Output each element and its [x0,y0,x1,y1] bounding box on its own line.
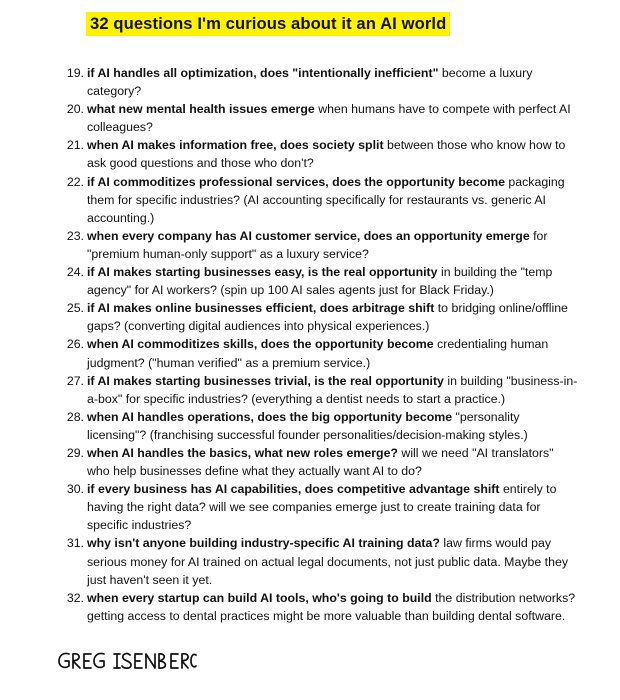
question-text [87,444,579,480]
question-rest-text: in building the "temp agency" for AI workers? (spin up 100 AI sales agents just for Black Friday.) [87,265,553,298]
handwritten-signature [57,649,197,673]
question-bold-text: if AI makes starting businesses easy, is the real opportunity [87,265,438,280]
question-item [59,372,579,408]
question-list [59,64,579,625]
question-item [59,589,579,625]
question-item [59,173,579,227]
question-number: 23. [66,228,84,243]
question-item [59,299,579,335]
question-number: 26. [66,337,84,352]
question-bold-text: if AI handles all optimization, does "intentionally inefficient" [87,66,439,80]
question-item [59,480,579,534]
question-rest-text: will we need "AI translators" who help businesses define what they actually want AI to do? [87,445,554,479]
question-rest-text: for "premium human-only support" as a luxury service? [87,228,548,261]
question-text [87,136,579,172]
question-bold-text: if AI makes online businesses efficient, does arbitrage shift [87,301,435,316]
question-text [87,299,579,335]
question-bold-text: when every company has AI customer service, does an opportunity emerge [87,228,530,243]
question-rest-text: in building "business-in-a-box" for specific industries? (everything a dentist needs to start a practice.) [87,373,578,406]
question-rest-text: between those who know how to ask good questions and those who don't? [87,138,566,171]
question-number: 31. [66,536,84,551]
question-item [59,136,579,172]
question-text [87,534,579,588]
title-block [86,12,450,36]
question-rest-text: "personality licensing"? (franchising successful founder personalities/decision-making styles.) [87,409,528,442]
question-rest-text: packaging them for specific industries? (AI accounting specifically for restaurants vs. generic AI accounting.) [87,174,565,225]
question-text [87,335,579,371]
question-bold-text: when AI handles operations, does the big opportunity become [87,409,453,424]
question-bold-text: when every startup can build AI tools, who's going to build [87,590,432,605]
question-item [59,227,579,263]
question-bold-text: if AI commoditizes professional services, does the opportunity become [87,174,505,189]
question-text [87,64,579,100]
question-rest-text: entirely to having the right data? will we see companies emerge just to create training data for specific industries? [87,482,557,533]
question-rest-text: the distribution networks? getting access to dental practices might be more valuable than building dental software. [87,590,576,623]
question-item [59,444,579,480]
question-text [87,263,579,299]
question-number: 22. [66,174,84,189]
question-rest-text: to bridging online/offline gaps? (converting digital audiences into physical experiences.) [87,301,568,334]
question-item [59,335,579,371]
question-number: 24. [66,265,84,280]
question-rest-text: when humans have to compete with perfect AI colleagues? [87,102,571,135]
question-number: 21. [66,138,84,153]
question-bold-text: when AI handles the basics, what new roles emerge? [87,445,398,460]
question-text [87,372,579,408]
question-rest-text: law firms would pay serious money for AI trained on actual legal documents, not just public data. Maybe they just haven't seen it yet. [87,536,568,587]
question-number: 32. [66,590,84,605]
question-item [59,408,579,444]
question-number: 28. [66,409,84,424]
question-item [59,263,579,299]
question-number: 27. [66,373,84,388]
question-number: 30. [66,482,84,497]
question-bold-text: if AI makes starting businesses trivial, is the real opportunity [87,373,444,388]
question-text [87,480,579,534]
question-item [59,64,579,100]
question-text [87,408,579,444]
question-bold-text: what new mental health issues emerge [87,102,315,117]
question-text [87,227,579,263]
page-title: 32 questions I'm curious about it an AI world [86,12,450,36]
question-number: 29. [66,445,84,460]
question-bold-text: when AI commoditizes skills, does the opportunity become [87,337,434,352]
question-bold-text: if every business has AI capabilities, does competitive advantage shift [87,482,500,497]
question-text [87,589,579,625]
question-bold-text: when AI makes information free, does society split [87,138,384,153]
question-number: 19. [66,66,84,80]
question-item [59,534,579,588]
question-rest-text: become a luxury category? [87,66,533,99]
question-rest-text: credentialing human judgment? ("human verified" as a premium service.) [87,337,549,370]
question-text [87,173,579,227]
question-number: 20. [66,102,84,117]
question-text [87,100,579,136]
question-bold-text: why isn't anyone building industry-specific AI training data? [87,536,440,551]
question-number: 25. [66,301,84,316]
question-item [59,100,579,136]
